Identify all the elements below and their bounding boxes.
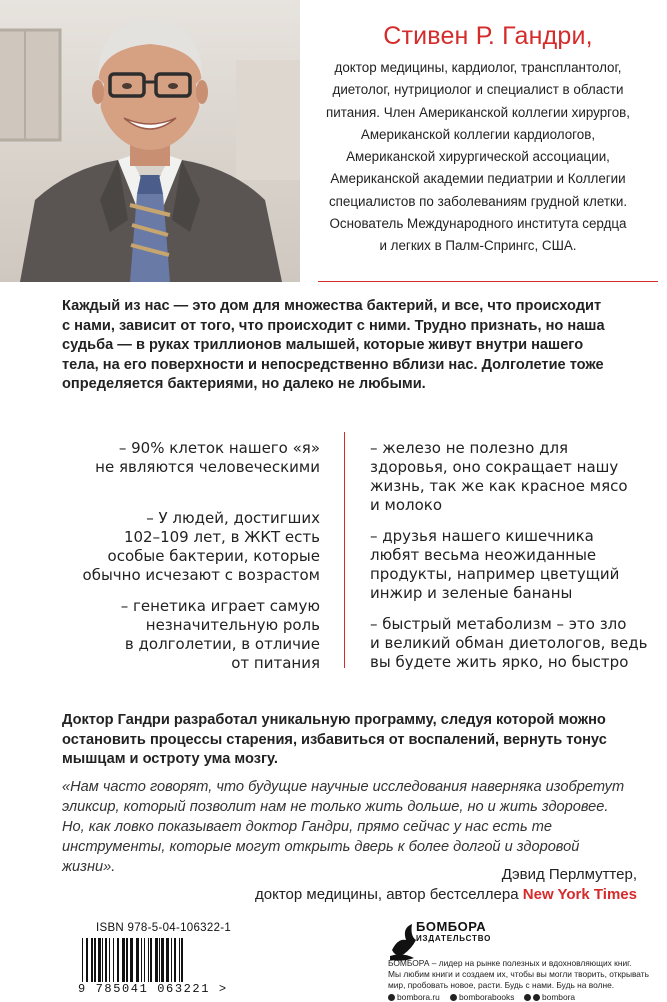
fact-line: 102–109 лет, в ЖКТ есть bbox=[123, 528, 320, 546]
bestseller-source: New York Times bbox=[522, 886, 637, 903]
bio-line: Американской хирургической ассоциации, bbox=[346, 149, 610, 165]
barcode-bar bbox=[181, 938, 183, 982]
fact-line: вы будете жить ярко, но быстро bbox=[370, 653, 629, 671]
intro-paragraph bbox=[62, 297, 642, 395]
fact-line: инжир и зеленые бананы bbox=[370, 584, 573, 602]
intro-line: судьба — в руках триллионов малышей, которые живут внутри нашего bbox=[62, 337, 584, 354]
program-line: остановить процессы старения, избавиться от воспалений, вернуть тонус bbox=[62, 731, 607, 748]
program-paragraph bbox=[62, 711, 642, 770]
author-bio bbox=[300, 57, 656, 258]
testimonial-quote bbox=[62, 777, 628, 877]
social-website-text: bombora.ru bbox=[397, 992, 440, 1002]
bio-line: Основатель Международного института сердца bbox=[329, 216, 627, 232]
publisher-name: БОМБОРА bbox=[416, 919, 487, 934]
fact-line: – генетика играет самую bbox=[120, 597, 320, 615]
social-website[interactable] bbox=[388, 992, 440, 1002]
fact-line: здоровья, оно сокращает нашу bbox=[370, 458, 619, 476]
fact-left-1 bbox=[40, 439, 320, 477]
intro-line: определяется бактериями, но далеко не любыми. bbox=[62, 376, 426, 393]
program-line: мышцам и остроту ума мозгу. bbox=[62, 751, 278, 768]
barcode-bar bbox=[141, 938, 142, 982]
barcode-digits: 9 785041 063221 > bbox=[78, 982, 228, 996]
barcode-bar bbox=[161, 938, 164, 982]
fact-line: незначительную роль bbox=[145, 616, 320, 634]
fact-line: обычно исчезают с возрастом bbox=[82, 566, 320, 584]
quote-line: эликсир, который позволит нам не только жить дольше, но и жить здоровее. bbox=[62, 799, 609, 815]
barcode-bar bbox=[150, 938, 152, 982]
fact-line: и молоко bbox=[370, 496, 443, 514]
bio-divider-rule bbox=[318, 281, 658, 282]
barcode-bar bbox=[105, 938, 107, 982]
barcode-bar bbox=[166, 938, 169, 982]
barcode-bar bbox=[155, 938, 158, 982]
social-vk-text: bomborabooks bbox=[459, 992, 515, 1002]
social-handle-text: bombora bbox=[542, 992, 576, 1002]
barcode-bar bbox=[144, 938, 145, 982]
isbn-label: ISBN 978-5-04-106322-1 bbox=[96, 922, 232, 934]
fact-line: – быстрый метаболизм – это зло bbox=[370, 615, 627, 633]
quote-line: «Нам часто говорят, что будущие научные исследования наверняка изобретут bbox=[62, 779, 625, 795]
barcode-bar bbox=[174, 938, 176, 982]
publisher-subtitle: ИЗДАТЕЛЬСТВО bbox=[416, 934, 492, 943]
social-vk[interactable] bbox=[450, 992, 514, 1002]
barcode-bar bbox=[122, 938, 125, 982]
fact-line: и великий обман диетологов, ведь bbox=[370, 634, 648, 652]
fact-line: продукты, например цветущий bbox=[370, 565, 620, 583]
fact-right-1 bbox=[370, 439, 662, 515]
quote-author-role bbox=[240, 885, 637, 905]
fact-line: любят весьма неожиданные bbox=[370, 546, 597, 564]
bio-line: и легких в Палм-Спрингс, США. bbox=[379, 238, 577, 254]
fact-line: в долголетии, в отличие bbox=[124, 635, 320, 653]
intro-line: с нами, зависит от того, что происходит с ними. Трудно признать, но наша bbox=[62, 317, 605, 334]
barcode-bar bbox=[159, 938, 160, 982]
publisher-description bbox=[388, 958, 660, 991]
barcode-bar bbox=[113, 938, 114, 982]
fact-right-2 bbox=[370, 527, 662, 603]
barcode-bar bbox=[82, 938, 83, 982]
publisher-description-line: Мы любим книги и создаем их, чтобы вы могли творить, открывать bbox=[388, 969, 649, 979]
barcode-bar bbox=[117, 938, 119, 982]
barcode-bar bbox=[98, 938, 101, 982]
fact-line: не являются человеческими bbox=[95, 458, 320, 476]
fact-line: – друзья нашего кишечника bbox=[370, 527, 594, 545]
fact-line: жизнь, так же как красное мясо bbox=[370, 477, 628, 495]
barcode-bar bbox=[126, 938, 128, 982]
fact-line: – У людей, достигших bbox=[146, 509, 320, 527]
barcode-bar bbox=[94, 938, 96, 982]
barcode-bar bbox=[179, 938, 180, 982]
bio-line: диетолог, нутрициолог и специалист в области bbox=[332, 82, 624, 98]
author-portrait bbox=[0, 0, 300, 282]
intro-line: тела, на его поверхности и непосредственно вблизи нас. Долголетие тоже bbox=[62, 356, 604, 373]
barcode-bar bbox=[102, 938, 103, 982]
social-instagram-telegram[interactable] bbox=[524, 992, 575, 1002]
bio-line: питания. Член Американской коллегии хирургов, bbox=[325, 104, 631, 120]
author-name: Стивен Р. Гандри, bbox=[383, 22, 593, 50]
fact-line: особые бактерии, которые bbox=[107, 547, 320, 565]
barcode-bar bbox=[130, 938, 133, 982]
fact-line: – 90% клеток нашего «я» bbox=[118, 439, 320, 457]
quote-line: Но, как ловко показывает доктор Гандри, прямо сейчас у нас есть те bbox=[62, 819, 552, 835]
quote-line: инструменты, которые могут открыть дверь к более долгой и здоровой bbox=[62, 839, 580, 855]
publisher-description-line: мир, пробовать новое, расти. Будь с нами. Будь на волне. bbox=[388, 980, 615, 990]
barcode-bar bbox=[109, 938, 110, 982]
bio-line: Американской академии педиатрии и Коллегии bbox=[330, 171, 626, 187]
quote-line: жизни». bbox=[62, 859, 116, 875]
barcode-bar bbox=[91, 938, 93, 982]
program-line: Доктор Гандри разработал уникальную программу, следуя которой можно bbox=[62, 712, 606, 728]
barcode-bar bbox=[136, 938, 139, 982]
barcode-bar bbox=[148, 938, 149, 982]
bio-line: Американской коллегии кардиологов, bbox=[360, 126, 596, 142]
fact-left-3 bbox=[40, 597, 320, 673]
fact-line: от питания bbox=[231, 654, 320, 672]
bio-line: доктор медицины, кардиолог, трансплантолог, bbox=[334, 60, 622, 75]
barcode-bar bbox=[86, 938, 88, 982]
intro-line: Каждый из нас — это дом для множества бактерий, и все, что происходит bbox=[62, 298, 602, 314]
quote-author-role-text: доктор медицины, автор бестселлера bbox=[255, 886, 523, 903]
fact-line: – железо не полезно для bbox=[370, 439, 569, 457]
quote-author-name: Дэвид Перлмуттер, bbox=[501, 866, 637, 883]
publisher-description-line: БОМБОРА – лидер на рынке полезных и вдохновляющих книг. bbox=[388, 958, 632, 968]
barcode-bar bbox=[171, 938, 172, 982]
fact-left-2 bbox=[40, 509, 320, 585]
column-divider bbox=[344, 432, 345, 668]
bio-line: специалистов по заболеваниям грудной клетки. bbox=[328, 193, 628, 209]
fact-right-3 bbox=[370, 615, 662, 672]
barcode bbox=[80, 938, 262, 988]
